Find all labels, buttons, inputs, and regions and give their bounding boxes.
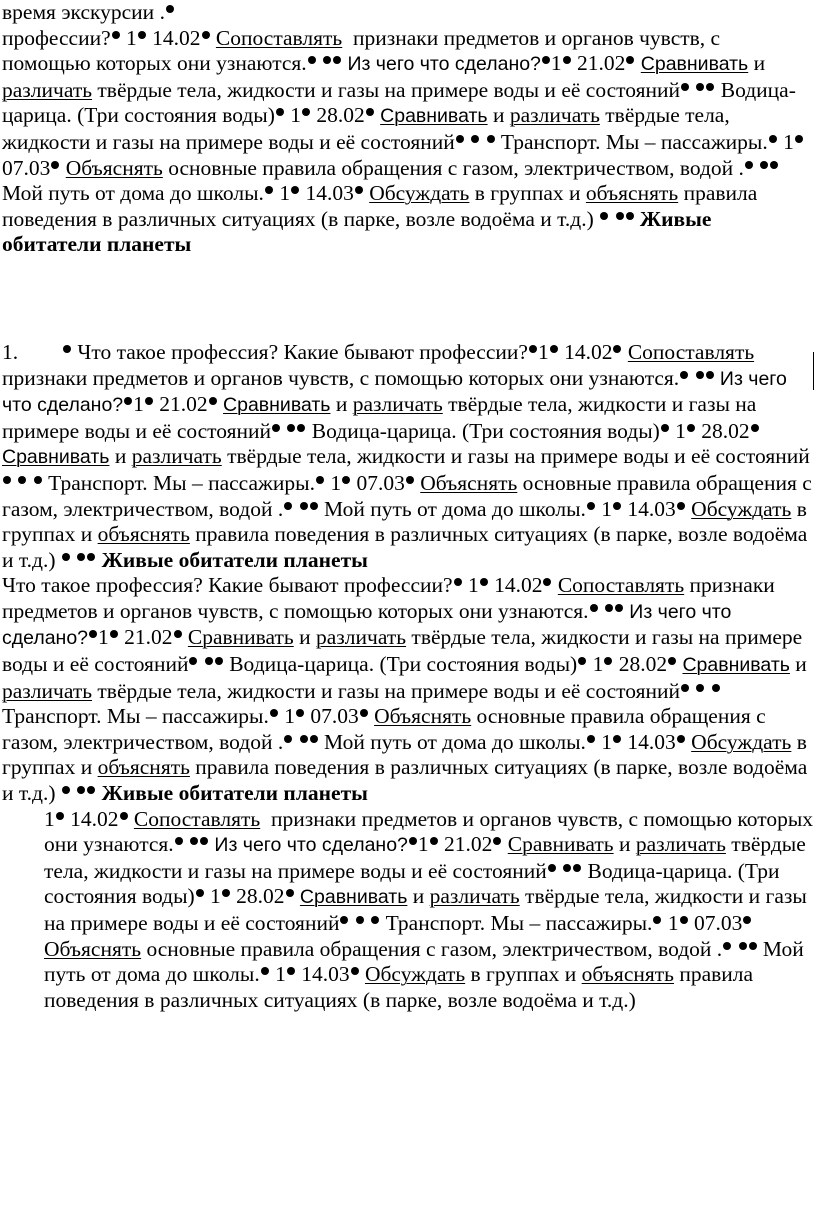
bullet-icon	[51, 161, 59, 169]
bullet-icon	[493, 837, 501, 845]
date: 14.03	[627, 496, 676, 521]
text: и	[492, 103, 505, 128]
verb-link: Обсуждать	[369, 181, 470, 206]
verb-link: Сравнивать	[223, 394, 331, 417]
bullet-icon	[356, 916, 364, 924]
text: Водица-царица. (Три состояния воды)	[311, 418, 660, 443]
text: признаки предметов и органов чувств, с помощью которых они узнаются.	[44, 806, 814, 857]
bullet-icon	[287, 967, 295, 975]
text: Мой путь от дома до школы.	[2, 181, 264, 206]
text: основные правила обращения с газом, электричеством, водой .	[2, 704, 766, 754]
bullet-icon	[340, 916, 348, 924]
bullet-icon	[542, 56, 550, 64]
text: в группах и	[2, 729, 807, 780]
text: твёрдые тела, жидкости и газы на примере воды и её состояний	[2, 625, 803, 677]
verb-link: объяснять	[97, 522, 190, 547]
verb-link: Сравнивать	[380, 105, 488, 128]
bold-heading: Живые обитатели планеты	[101, 547, 368, 572]
text: Что такое профессия? Какие бывают профессии?	[2, 573, 453, 598]
text: 1	[279, 181, 291, 206]
bullet-icon	[77, 553, 85, 561]
bullet-icon	[480, 578, 488, 586]
list-number: 1.	[2, 339, 19, 364]
bullet-icon	[166, 5, 174, 13]
bullet-icon	[706, 83, 714, 91]
bullet-icon	[284, 735, 292, 743]
text: Мой путь от дома до школы.	[323, 496, 586, 521]
bullet-icon	[487, 135, 495, 143]
paragraph-b	[2, 340, 814, 573]
verb-link: Объяснять	[420, 470, 518, 495]
text: Водица-царица. (Три состояния воды)	[44, 858, 780, 909]
bullet-icon	[749, 942, 757, 950]
text: Из чего что сделано?	[2, 600, 732, 650]
bullet-icon	[333, 56, 341, 64]
text: 1	[210, 884, 221, 909]
text: Водица-царица. (Три состояния воды)	[229, 652, 578, 677]
text: признаки предметов и органов чувств, с помощью которых они узнаются.	[2, 365, 680, 390]
date: 14.03	[305, 181, 354, 206]
date: 14.02	[564, 339, 613, 364]
bullet-icon	[120, 812, 128, 820]
text: 1	[330, 470, 342, 495]
date: 14.02	[70, 806, 119, 831]
bullet-icon	[677, 735, 685, 743]
text: 1	[467, 573, 479, 598]
text: Транспорт. Мы – пассажиры.	[500, 129, 768, 154]
text: в группах и	[474, 181, 581, 206]
bullet-icon	[706, 371, 714, 379]
bullet-icon	[284, 502, 292, 510]
text: твёрдые тела, жидкости и газы на примере воды и её состояний	[97, 77, 681, 102]
bullet-icon	[300, 502, 308, 510]
bullet-icon	[77, 786, 85, 794]
intro-line: время экскурсии .	[2, 0, 165, 24]
verb-link: объяснять	[585, 181, 679, 206]
bullet-icon	[653, 916, 661, 924]
bullet-icon	[200, 837, 208, 845]
bullet-icon	[89, 630, 97, 638]
bullet-icon	[743, 916, 751, 924]
date: 28.02	[236, 884, 285, 909]
bullet-icon	[342, 476, 350, 484]
verb-link: Сопоставлять	[627, 339, 755, 364]
bullet-icon	[760, 161, 768, 169]
bullet-icon	[529, 345, 537, 353]
verb-link: Сравнивать	[507, 832, 614, 857]
text: Транспорт. Мы – пассажиры.	[2, 704, 269, 729]
bullet-icon	[138, 31, 146, 39]
bullet-icon	[18, 476, 26, 484]
text: 1	[601, 729, 613, 754]
date: 07.03	[356, 470, 405, 495]
bullet-icon	[62, 553, 70, 561]
bullet-icon	[604, 657, 612, 665]
bullet-icon	[296, 709, 304, 717]
text: твёрдые тела, жидкости и газы на примере воды и её состояний	[44, 832, 806, 883]
bullet-icon	[745, 161, 753, 169]
date: 21.02	[577, 51, 626, 76]
text: 1	[667, 911, 679, 935]
bullet-icon	[62, 786, 70, 794]
date: 21.02	[124, 625, 173, 650]
bullet-icon	[87, 553, 95, 561]
bullet-icon	[573, 864, 581, 872]
text: 1	[284, 704, 295, 729]
bullet-icon	[430, 837, 438, 845]
bullet-icon	[310, 735, 318, 743]
bullet-icon	[587, 735, 595, 743]
text: и	[299, 625, 311, 650]
bullet-icon	[696, 371, 704, 379]
text: Из чего что сделано?	[214, 834, 408, 857]
verb-link: различать	[509, 103, 600, 128]
date: 07.03	[2, 155, 51, 180]
bullet-icon	[616, 212, 624, 220]
text: основные правила обращения с газом, электричеством, водой .	[168, 155, 744, 180]
bullet-icon	[265, 186, 273, 194]
verb-link: Сравнивать	[682, 654, 790, 677]
text: и	[114, 444, 127, 469]
text: 1	[592, 652, 604, 677]
text: Из чего что сделано?	[347, 53, 541, 76]
bullet-icon	[276, 108, 284, 116]
bullet-icon	[222, 889, 230, 897]
text: 1	[44, 806, 55, 831]
text: Что такое профессия? Какие бывают профессии?	[77, 339, 528, 364]
bold-heading: Живые обитатели планеты	[2, 206, 712, 257]
bullet-icon	[770, 161, 778, 169]
text: признаки предметов и органов чувств, с помощью которых они узнаются.	[2, 25, 721, 76]
bullet-icon	[454, 578, 462, 586]
text: 1	[275, 962, 286, 987]
text: 1	[133, 392, 144, 417]
verb-link: Обсуждать	[691, 496, 792, 521]
text: правила поведения в различных ситуациях (в парке, возле водоёма и т.д.)	[2, 522, 808, 572]
text: твёрдые тела, жидкости и газы на примере воды и её состояний	[227, 444, 810, 469]
date: 28.02	[316, 103, 365, 128]
bullet-icon	[308, 56, 316, 64]
date: 28.02	[618, 652, 668, 677]
bullet-icon	[471, 135, 479, 143]
bullet-icon	[590, 604, 598, 612]
text: Мой путь от дома до школы.	[323, 729, 586, 754]
bullet-icon	[190, 837, 198, 845]
bullet-icon	[680, 916, 688, 924]
bullet-icon	[613, 502, 621, 510]
bullet-icon	[696, 83, 704, 91]
bullet-icon	[112, 31, 120, 39]
bullet-icon	[751, 424, 759, 432]
bullet-icon	[680, 371, 688, 379]
bullet-icon	[34, 476, 42, 484]
bullet-icon	[613, 345, 621, 353]
bullet-icon	[563, 864, 571, 872]
bullet-icon	[360, 709, 368, 717]
bullet-icon	[291, 186, 299, 194]
bullet-icon	[209, 397, 217, 405]
verb-link: Сравнивать	[187, 625, 294, 650]
verb-link: Объяснять	[65, 155, 163, 180]
text: правила поведения в различных ситуациях (в парке, возле водоёма и т.д.)	[44, 962, 754, 1012]
bullet-icon	[270, 709, 278, 717]
text: Водица-царица. (Три состояния воды)	[2, 77, 796, 128]
text: 1	[783, 129, 794, 154]
text: 1	[417, 832, 429, 857]
bullet-icon	[355, 186, 363, 194]
verb-link: различать	[429, 884, 520, 909]
text: профессии?	[2, 25, 111, 50]
verb-link: объяснять	[581, 962, 674, 987]
verb-link: Сопоставлять	[215, 25, 343, 50]
bullet-icon	[626, 212, 634, 220]
bullet-icon	[681, 684, 689, 692]
text: основные правила обращения с газом, электричеством, водой .	[146, 936, 723, 961]
bullet-icon	[87, 786, 95, 794]
text: твёрдые тела, жидкости и газы на примере воды и её состояний	[97, 678, 681, 703]
bullet-icon	[175, 837, 183, 845]
bullet-icon	[261, 967, 269, 975]
text: 1	[98, 625, 109, 650]
bullet-icon	[145, 397, 153, 405]
verb-link: различать	[352, 392, 443, 417]
bullet-icon	[174, 630, 182, 638]
verb-link: Обсуждать	[691, 729, 792, 754]
verb-link: различать	[635, 832, 726, 857]
bullet-icon	[215, 657, 223, 665]
text: основные правила обращения с газом, электричеством, водой .	[2, 470, 812, 521]
bullet-icon	[668, 657, 676, 665]
date: 14.03	[627, 729, 676, 754]
text: Из чего что сделано?	[2, 367, 787, 417]
verb-link: Объяснять	[44, 936, 142, 961]
bullet-icon	[795, 135, 803, 143]
text: твёрдые тела, жидкости и газы на примере воды и её состояний	[2, 103, 730, 154]
verb-link: объяснять	[97, 755, 190, 780]
bullet-icon	[205, 657, 213, 665]
text: Мой путь от дома до школы.	[44, 936, 804, 987]
bullet-icon	[687, 424, 695, 432]
bullet-icon	[287, 424, 295, 432]
bullet-icon	[587, 502, 595, 510]
verb-link: различать	[2, 77, 93, 102]
bullet-icon	[613, 735, 621, 743]
text: 1	[675, 418, 686, 443]
bullet-icon	[286, 889, 294, 897]
text: твёрдые тела, жидкости и газы на примере воды и её состояний	[2, 392, 757, 443]
text: в группах и	[2, 496, 807, 547]
text: и	[619, 832, 631, 857]
verb-link: Сопоставлять	[557, 573, 685, 598]
date: 07.03	[310, 704, 359, 729]
text: 1	[550, 51, 562, 76]
bullet-icon	[456, 135, 464, 143]
bullet-icon	[548, 864, 556, 872]
bullet-icon	[196, 889, 204, 897]
bullet-icon	[550, 345, 558, 353]
date: 14.02	[494, 573, 543, 598]
verb-link: Сравнивать	[299, 886, 408, 909]
text: правила поведения в различных ситуациях (в парке, возле водоёма и т.д.)	[2, 755, 808, 806]
bullet-icon	[563, 56, 571, 64]
bullet-icon	[202, 31, 210, 39]
bullet-icon	[124, 397, 132, 405]
text: и	[795, 652, 807, 677]
text: в группах и	[470, 962, 577, 987]
bullet-icon	[600, 212, 608, 220]
bullet-icon	[316, 476, 324, 484]
bullet-icon	[366, 108, 374, 116]
text: и	[335, 392, 348, 417]
paragraph-c	[2, 573, 814, 806]
page-edge-marker	[813, 352, 814, 390]
bullet-icon	[297, 424, 305, 432]
text: 1	[126, 25, 137, 50]
bullet-icon	[677, 502, 685, 510]
text: и	[412, 884, 425, 909]
bullet-icon	[578, 657, 586, 665]
verb-link: Обсуждать	[364, 962, 466, 987]
bold-heading: Живые обитатели планеты	[101, 781, 368, 806]
text: 1	[537, 339, 549, 364]
paragraph-d	[2, 807, 814, 1014]
verb-link: различать	[131, 444, 222, 469]
spacer	[2, 258, 814, 340]
text: Транспорт. Мы – пассажиры.	[385, 911, 653, 935]
text: и	[753, 51, 766, 76]
text: 1	[601, 496, 613, 521]
text: 1	[290, 103, 302, 128]
bullet-icon	[615, 604, 623, 612]
text: правила поведения в различных ситуациях (в парке, возле водоёма и т.д.)	[2, 181, 758, 231]
bullet-icon	[406, 476, 414, 484]
bullet-icon	[63, 345, 71, 353]
date: 21.02	[159, 392, 208, 417]
verb-link: Сравнивать	[2, 446, 110, 469]
verb-link: Сравнивать	[640, 53, 749, 76]
bullet-icon	[681, 83, 689, 91]
bullet-icon	[351, 967, 359, 975]
verb-link: различать	[2, 678, 93, 703]
text: признаки предметов и органов чувств, с помощью которых они узнаются.	[2, 573, 775, 623]
bullet-icon	[543, 578, 551, 586]
bullet-icon	[661, 424, 669, 432]
date: 14.02	[152, 25, 201, 50]
bullet-icon	[696, 684, 704, 692]
bullet-icon	[310, 502, 318, 510]
bullet-icon	[626, 56, 634, 64]
date: 28.02	[701, 418, 750, 443]
date: 14.03	[301, 962, 350, 987]
bullet-icon	[371, 916, 379, 924]
bullet-icon	[110, 630, 118, 638]
bullet-icon	[739, 942, 747, 950]
bullet-icon	[56, 812, 64, 820]
bullet-icon	[272, 424, 280, 432]
bullet-icon	[605, 604, 613, 612]
bullet-icon	[302, 108, 310, 116]
bullet-icon	[712, 684, 720, 692]
text: Транспорт. Мы – пассажиры.	[48, 470, 315, 495]
bullet-icon	[323, 56, 331, 64]
bullet-icon	[3, 476, 11, 484]
bullet-icon	[300, 735, 308, 743]
bullet-icon	[189, 657, 197, 665]
date: 21.02	[444, 832, 493, 857]
paragraph-a	[2, 0, 814, 258]
bullet-icon	[769, 135, 777, 143]
date: 07.03	[693, 911, 743, 935]
bullet-icon	[409, 837, 417, 845]
verb-link: различать	[316, 625, 407, 650]
verb-link: Сопоставлять	[133, 806, 261, 831]
verb-link: Объяснять	[374, 704, 472, 729]
text: твёрдые тела, жидкости и газы на примере воды и её состояний	[44, 884, 807, 935]
bullet-icon	[723, 942, 731, 950]
